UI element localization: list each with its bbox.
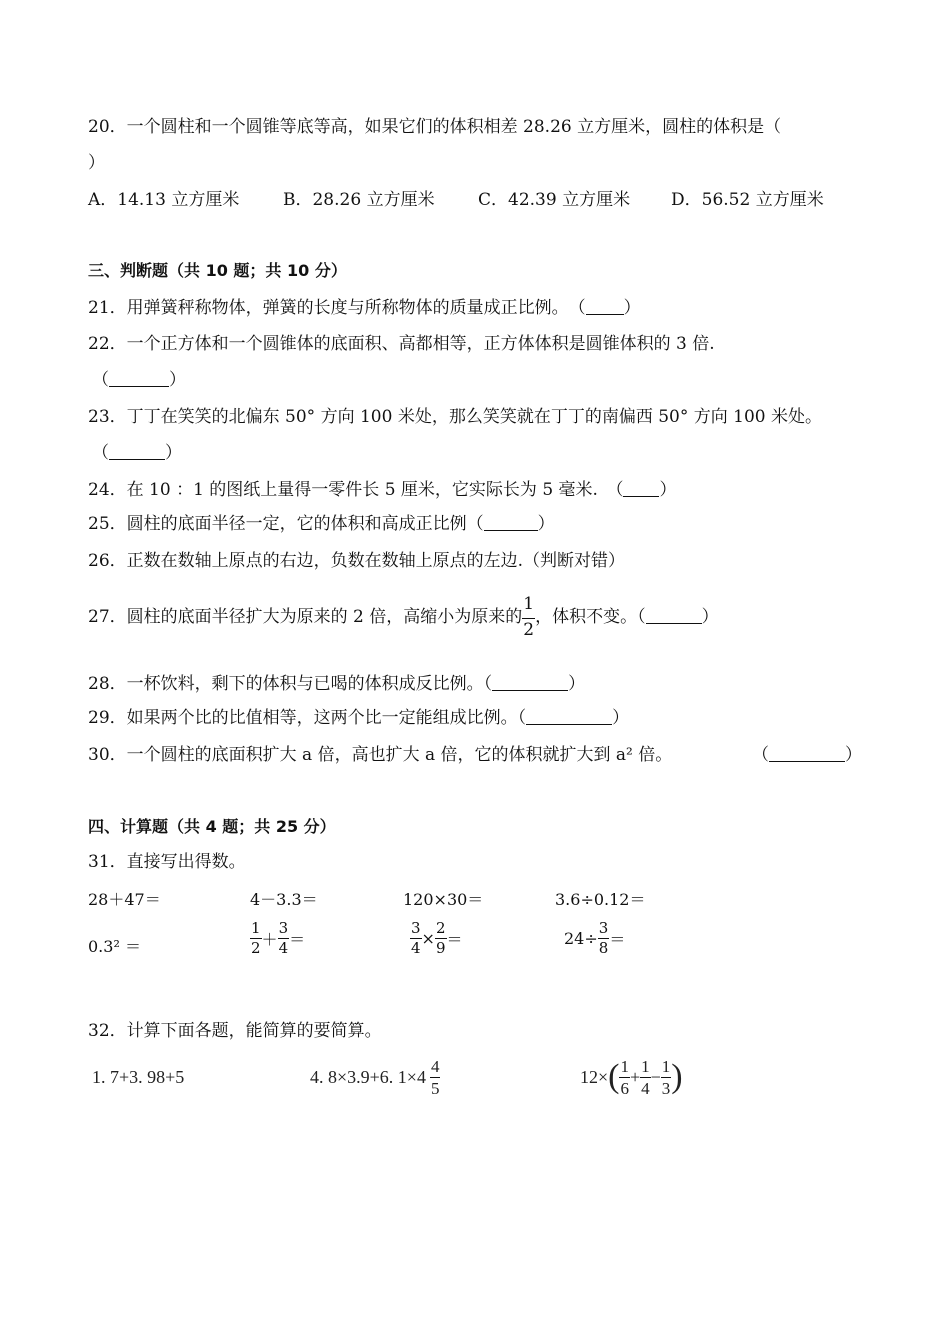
question-22-open: （: [92, 370, 109, 390]
section-4-title: 四、计算题（共 4 题；共 25 分）: [88, 817, 336, 836]
answer-blank-29[interactable]: [526, 710, 612, 725]
fraction-numerator: 1: [620, 1056, 629, 1076]
operator: −: [650, 1066, 661, 1087]
answer-blank-21[interactable]: [586, 300, 624, 315]
calc-item-2: 4－3.3＝: [250, 890, 318, 909]
fraction: [619, 1058, 630, 1097]
fraction-denominator: 9: [435, 938, 446, 957]
question-24-paren: ）: [659, 480, 677, 500]
question-26: 26．正数在数轴上原点的右边，负数在数轴上原点的左边.（判断对错）: [88, 551, 626, 571]
fraction-numerator: 1: [641, 1056, 650, 1076]
question-20-text: 20．一个圆柱和一个圆锥等底等高，如果它们的体积相差 28.26 立方厘米，圆柱的体积是（: [88, 117, 782, 137]
fraction-numerator: 3: [278, 918, 289, 937]
answer-blank-28[interactable]: [492, 676, 568, 691]
left-paren: (: [608, 1058, 620, 1095]
option-d: D．56.52 立方厘米: [671, 190, 824, 210]
operator: ＋: [261, 929, 278, 949]
fraction-denominator: 6: [620, 1078, 629, 1098]
question-29-text: 29．如果两个比的比值相等，这两个比一定能组成比例。（: [88, 708, 527, 728]
fraction-numerator: 1: [522, 596, 535, 619]
expression-3: [580, 1054, 683, 1100]
expression-2: [310, 1056, 440, 1098]
calc-item-1: 28＋47＝: [88, 890, 161, 909]
question-32-title: 32．计算下面各题，能简算的要简算。: [88, 1021, 382, 1041]
fraction-numerator: 1: [251, 918, 261, 937]
question-21-paren: ）: [623, 298, 641, 318]
fraction-denominator: 3: [661, 1078, 671, 1098]
option-c: C．42.39 立方厘米: [478, 190, 631, 210]
equals-sign: ＝: [289, 929, 306, 949]
right-paren: ): [671, 1058, 683, 1095]
question-30: 30．一个圆柱的底面积扩大 a 倍，高也扩大 a 倍，它的体积就扩大到 a² 倍。: [88, 745, 673, 765]
question-21: [88, 297, 641, 319]
fraction-denominator: 4: [411, 938, 421, 957]
answer-blank-24[interactable]: [623, 482, 659, 497]
question-31-title: 31．直接写出得数。: [88, 852, 246, 872]
fraction-denominator: 8: [598, 938, 609, 957]
answer-blank-22[interactable]: [109, 372, 169, 387]
fraction-denominator: 4: [641, 1078, 650, 1098]
question-27: [88, 588, 719, 646]
answer-blank-23[interactable]: [109, 445, 165, 460]
fraction-numerator: 3: [598, 918, 609, 937]
fraction-numerator: 4: [430, 1056, 440, 1076]
fraction-numerator: 1: [661, 1056, 671, 1076]
fraction: [598, 918, 610, 957]
calc-item-3: 120×30＝: [403, 890, 484, 909]
operator: +: [629, 1066, 641, 1087]
answer-blank-25[interactable]: [484, 516, 538, 531]
fraction: [250, 918, 262, 957]
question-22: 22．一个正方体和一个圆锥体的底面积、高都相等，正方体体积是圆锥体积的 3 倍.: [88, 334, 715, 354]
question-28-text: 28．一杯饮料，剩下的体积与已喝的体积成反比例。（: [88, 674, 493, 694]
fraction-denominator: 2: [251, 938, 261, 957]
expression-2-text: 4. 8×3.9+6. 1×4: [310, 1066, 426, 1087]
calc-item-6: [250, 917, 305, 959]
question-27-text: 27．圆柱的底面半径扩大为原来的 2 倍，高缩小为原来的: [88, 607, 523, 627]
fraction-denominator: 2: [523, 620, 535, 640]
section-3-title: 三、判断题（共 10 题；共 10 分）: [88, 261, 347, 280]
question-22-paren: ）: [169, 370, 186, 390]
question-23: 23．丁丁在笑笑的北偏东 50° 方向 100 米处，那么笑笑就在丁丁的南偏西 50° 方向 100 米处。: [88, 407, 823, 427]
question-27-tail: ，体积不变。（: [535, 607, 646, 627]
operator: ×: [421, 928, 435, 948]
question-25-paren: ）: [537, 514, 555, 534]
question-25-text: 25．圆柱的底面半径一定，它的体积和高成正比例（: [88, 514, 484, 534]
question-20: [88, 116, 781, 138]
answer-blank-30[interactable]: [769, 747, 845, 762]
question-20-close: ）: [88, 153, 105, 173]
fraction: [661, 1058, 672, 1097]
fraction: [640, 1058, 651, 1097]
question-28: [88, 673, 585, 695]
question-24: [88, 479, 676, 501]
answer-blank-27[interactable]: [646, 609, 702, 624]
question-30-paren: ）: [845, 745, 862, 765]
calc-prefix: 24÷: [564, 928, 598, 948]
question-30-open: （: [752, 745, 769, 765]
option-a: A．14.13 立方厘米: [88, 190, 240, 210]
option-b: B．28.26 立方厘米: [283, 190, 435, 210]
question-23-open: （: [92, 443, 109, 463]
question-29-paren: ）: [612, 708, 630, 728]
expression-3-prefix: 12×: [580, 1066, 609, 1087]
question-27-paren: ）: [701, 607, 719, 627]
fraction-numerator: 2: [435, 918, 446, 937]
calc-item-8: [564, 917, 625, 959]
question-23-paren: ）: [165, 443, 182, 463]
calc-item-5: 0.3² ＝: [88, 937, 141, 956]
question-24-text: 24．在 10 ：1 的图纸上量得一零件长 5 厘米，它实际长为 5 毫米. （: [88, 480, 624, 500]
fraction: [430, 1058, 441, 1097]
fraction-one-half: [522, 596, 535, 639]
fraction: [410, 918, 422, 957]
equals-sign: ＝: [609, 929, 626, 949]
question-23-answer: [92, 442, 182, 464]
expression-1: 1. 7+3. 98+5: [92, 1067, 185, 1087]
question-22-answer: [92, 369, 186, 391]
question-25: [88, 513, 555, 535]
question-29: [88, 707, 629, 729]
question-30-answer: [752, 744, 862, 766]
question-21-text: 21．用弹簧秤称物体，弹簧的长度与所称物体的质量成正比例。 （: [88, 298, 586, 318]
fraction: [435, 918, 447, 957]
fraction-denominator: 4: [278, 938, 289, 957]
fraction-denominator: 5: [430, 1078, 440, 1098]
fraction: [278, 918, 290, 957]
question-28-paren: ）: [568, 674, 586, 694]
calc-item-7: [410, 917, 463, 959]
calc-item-4: 3.6÷0.12＝: [555, 890, 646, 909]
fraction-numerator: 3: [411, 918, 421, 937]
equals-sign: ＝: [446, 929, 463, 949]
